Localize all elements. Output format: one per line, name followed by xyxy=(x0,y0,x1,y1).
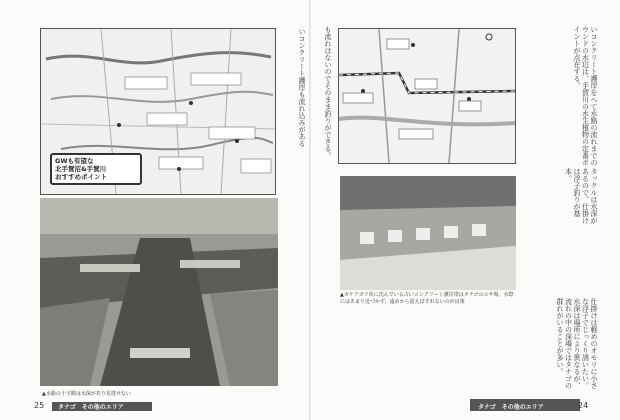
callout-text: GWも有望な 北手賀沼&手賀川 おすすめポイント xyxy=(55,157,108,181)
map-callout xyxy=(50,153,142,185)
right-map xyxy=(338,28,516,164)
gutter xyxy=(309,0,311,420)
right-body-top: いコンクリート護岸をへて水路の流れまでのウンドの水辺は、手賀川の水生植物の定番ポイントが点在する。 xyxy=(573,26,598,166)
right-body-bottom: 仕掛けは軽めのオモリに小さな浮子でじっくり誘いたい。水深は場所により異なるが、流れの中の深場ではタナゴの群れがいることが多い。 xyxy=(556,298,598,389)
right-photo xyxy=(340,176,516,290)
left-footer xyxy=(0,399,305,413)
left-photo-drawing xyxy=(40,198,278,386)
right-column-text: も流れはないのでそのまま釣りができる。 xyxy=(324,26,332,159)
right-footer-title: タナゴ その他のエリア xyxy=(478,404,544,411)
left-footer-title: タナゴ その他のエリア xyxy=(58,404,124,411)
right-photo-drawing xyxy=(340,176,516,290)
right-body-mid: タックルは水深があるので、仕掛けは浮子釣りが基本。 xyxy=(564,168,598,224)
left-photo-caption: ▲水路の十字路は水深があり見逃せない xyxy=(42,391,131,397)
right-photo-caption: ▲カケアガリ状に沈んでいる古いコンクリート護岸帯はタナゴのエサ場。水際にはあまり近づかず、遠めから狙えばすれないのが良策 xyxy=(340,292,514,305)
right-page-number: 24 xyxy=(578,401,589,410)
left-column-text: いコンクリート護岸も流れ込みがある xyxy=(298,28,306,147)
left-photo xyxy=(40,198,278,386)
left-page-number: 25 xyxy=(34,401,45,410)
right-map-drawing xyxy=(339,29,515,163)
